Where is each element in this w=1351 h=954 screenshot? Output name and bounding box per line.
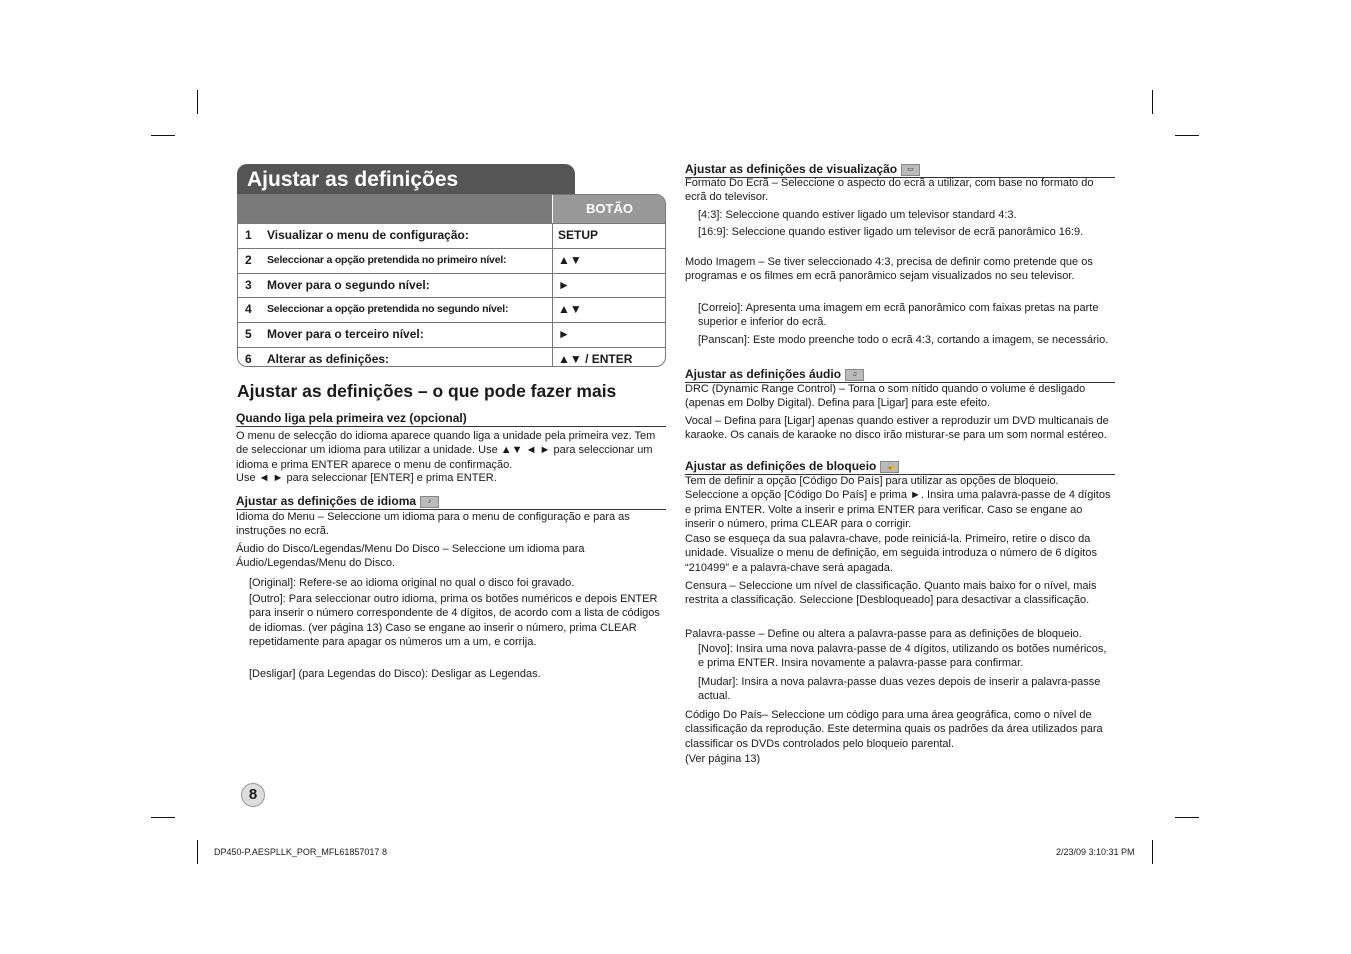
table-row [238, 297, 665, 322]
audio-drc-text: DRC (Dynamic Range Control) – Torna o som nítido quando o volume é desligado (apenas em Dolby Digital). Defina para [Ligar] para este efeito. [685, 383, 1086, 410]
language-off-text: [Desligar] (para Legendas do Disco): Desligar as Legendas. [249, 668, 541, 680]
language-heading [236, 494, 666, 510]
step-button: ▲▼ / ENTER [552, 348, 666, 367]
step-number: 5 [245, 327, 252, 342]
display-letterbox-text: [Correio]: Apresenta uma imagem em ecrã panorâmico com faixas pretas na parte superior e inferior do ecrã. [698, 302, 1099, 329]
step-number: 3 [245, 277, 252, 292]
first-time-heading: Quando liga pela primeira vez (opcional) [236, 411, 666, 427]
display-heading-text: Ajustar as definições de visualização [685, 162, 898, 176]
crop-mark [151, 135, 175, 136]
crop-mark [1152, 840, 1153, 864]
lock-icon: 🔒 [880, 461, 899, 473]
table-row [238, 273, 665, 298]
page-title: Ajustar as definições [237, 164, 575, 195]
step-button: ▲▼ [552, 298, 666, 322]
step-label: Seleccionar a opção pretendida no primeiro nível: [267, 253, 507, 266]
crop-mark [151, 817, 175, 818]
display-mode-text: Modo Imagem – Se tiver seleccionado 4:3, precisa de definir como pretende que os programas e os filmes em ecrã panorâmico sejam visualizados no seu televisor. [685, 256, 1093, 283]
step-button: ► [552, 323, 666, 347]
page-number: 8 [241, 783, 265, 807]
lock-country-text: Tem de definir a opção [Código Do País] para utilizar as opções de bloqueio. Seleccione a opção [Código Do País] e prima ►. Insira uma palavra-passe de 4 dígitos e prima ENTER. Volte a inserir e prima ENTER para verificar. Caso se engane ao inserir o número, prima CLEAR para o corrigir. [685, 475, 1111, 530]
language-menu-text: Idioma do Menu – Seleccione um idioma para o menu de configuração e para as instruções no ecrã. [236, 511, 630, 538]
lock-ref-text: (Ver página 13) [685, 753, 761, 765]
step-number: 6 [245, 351, 252, 366]
language-icon: ♪ [420, 496, 439, 508]
display-format-text: Formato Do Ecrã – Seleccione o aspecto do ecrã a utilizar, com base no formato do ecrã do televisor. [685, 177, 1094, 204]
lock-heading-text: Ajustar as definições de bloqueio [685, 459, 877, 473]
language-disc-text: Áudio do Disco/Legendas/Menu Do Disco – Seleccione um idioma para Áudio/Legendas/Menu do Disco. [236, 543, 585, 570]
table-row [238, 223, 665, 248]
audio-vocal-text: Vocal – Defina para [Ligar] apenas quando estiver a reproduzir um DVD multicanais de karaoke. Os canais de karaoke no disco irão misturar-se para um som normal estéreo. [685, 415, 1109, 442]
table-row [238, 248, 665, 273]
step-label: Mover para o segundo nível: [267, 277, 430, 292]
language-original-text: [Original]: Refere-se ao idioma original no qual o disco foi gravado. [249, 577, 575, 589]
lock-rating-text: Censura – Seleccione um nível de classificação. Quanto mais baixo for o nível, mais restrita a classificação. Seleccione [Desbloqueado] para desactivar a classificação. [685, 580, 1097, 607]
step-label: Visualizar o menu de configuração: [267, 228, 469, 242]
step-label: Mover para o terceiro nível: [267, 327, 424, 342]
crop-mark [1175, 817, 1199, 818]
crop-mark [1152, 90, 1153, 114]
crop-mark [197, 840, 198, 864]
button-column-header: BOTÃO [552, 195, 666, 223]
step-number: 4 [245, 302, 252, 317]
step-number: 2 [245, 252, 252, 267]
step-button: SETUP [552, 224, 666, 248]
audio-icon: ♫ [845, 369, 864, 381]
lock-reset-text: Caso se esqueça da sua palavra-chave, pode reiniciá-la. Primeiro, retire o disco da unidade. Visualize o menu de definição, em seguida introduza o número de 6 dígitos “210499” e a palavra-chave será apagada. [685, 533, 1097, 574]
lock-area-text: Código Do País– Seleccione um código para uma área geográfica, como o nível de classificação da reprodução. Este determina quais os padrões da área utilizados para classificar os DVDs controlados pelo bloqueio parental. [685, 709, 1103, 750]
display-panscan-text: [Panscan]: Este modo preenche todo o ecrã 4:3, cortando a imagem, se necessário. [698, 334, 1109, 346]
table-row [238, 347, 665, 367]
step-label: Alterar as definições: [267, 351, 390, 366]
language-heading-text: Ajustar as definições de idioma [236, 494, 417, 508]
lock-password-text: Palavra-passe – Define ou altera a palavra-passe para as definições de bloqueio. [685, 628, 1082, 640]
crop-mark [1175, 135, 1199, 136]
first-time-text-2: Use ◄ ► para seleccionar [ENTER] e prima ENTER. [236, 472, 497, 484]
lock-change-text: [Mudar]: Insira a nova palavra-passe duas vezes depois de inserir a palavra-passe actual. [698, 676, 1101, 703]
audio-heading-text: Ajustar as definições áudio [685, 367, 842, 381]
footer-file-id: DP450-P.AESPLLK_POR_MFL61857017 8 [214, 847, 387, 857]
lock-heading [685, 459, 1115, 475]
language-other-text: [Outro]: Para seleccionar outro idioma, prima os botões numéricos e depois ENTER para inserir o número correspondente de 4 dígitos, de acordo com a lista de códigos de idiomas. (ver página 13) Caso se engane ao inserir o número, prima CLEAR repetidamente para apagar os números um a um, e corrija. [249, 593, 660, 648]
table-row [238, 322, 665, 347]
steps-table [237, 194, 666, 367]
display-icon: ▭ [901, 164, 920, 176]
first-time-text: O menu de selecção do idioma aparece quando liga a unidade pela primeira vez. Tem de seleccionar um idioma para utilizar a unidade. Use ▲▼ ◄ ► para seleccionar um idioma e prima ENTER aparece o menu de confirmação. [236, 430, 656, 471]
step-label: Seleccionar a opção pretendida no segundo nível: [267, 303, 509, 316]
crop-mark [197, 90, 198, 114]
step-button: ▲▼ [552, 249, 666, 273]
step-button: ► [552, 274, 666, 298]
audio-heading [685, 367, 1115, 383]
lock-new-text: [Novo]: Insira uma nova palavra-passe de 4 dígitos, utilizando os botões numéricos, e prima ENTER. Insira novamente a palavra-passe para confirmar. [698, 643, 1107, 670]
table-header [238, 195, 665, 223]
footer-timestamp: 2/23/09 3:10:31 PM [1056, 847, 1135, 857]
display-43-text: [4:3]: Seleccione quando estiver ligado um televisor standard 4:3. [698, 209, 1017, 221]
step-number: 1 [245, 228, 252, 242]
section-title: Ajustar as definições – o que pode fazer mais [237, 381, 617, 401]
display-169-text: [16:9]: Seleccione quando estiver ligado um televisor de ecrã panorâmico 16:9. [698, 226, 1084, 238]
